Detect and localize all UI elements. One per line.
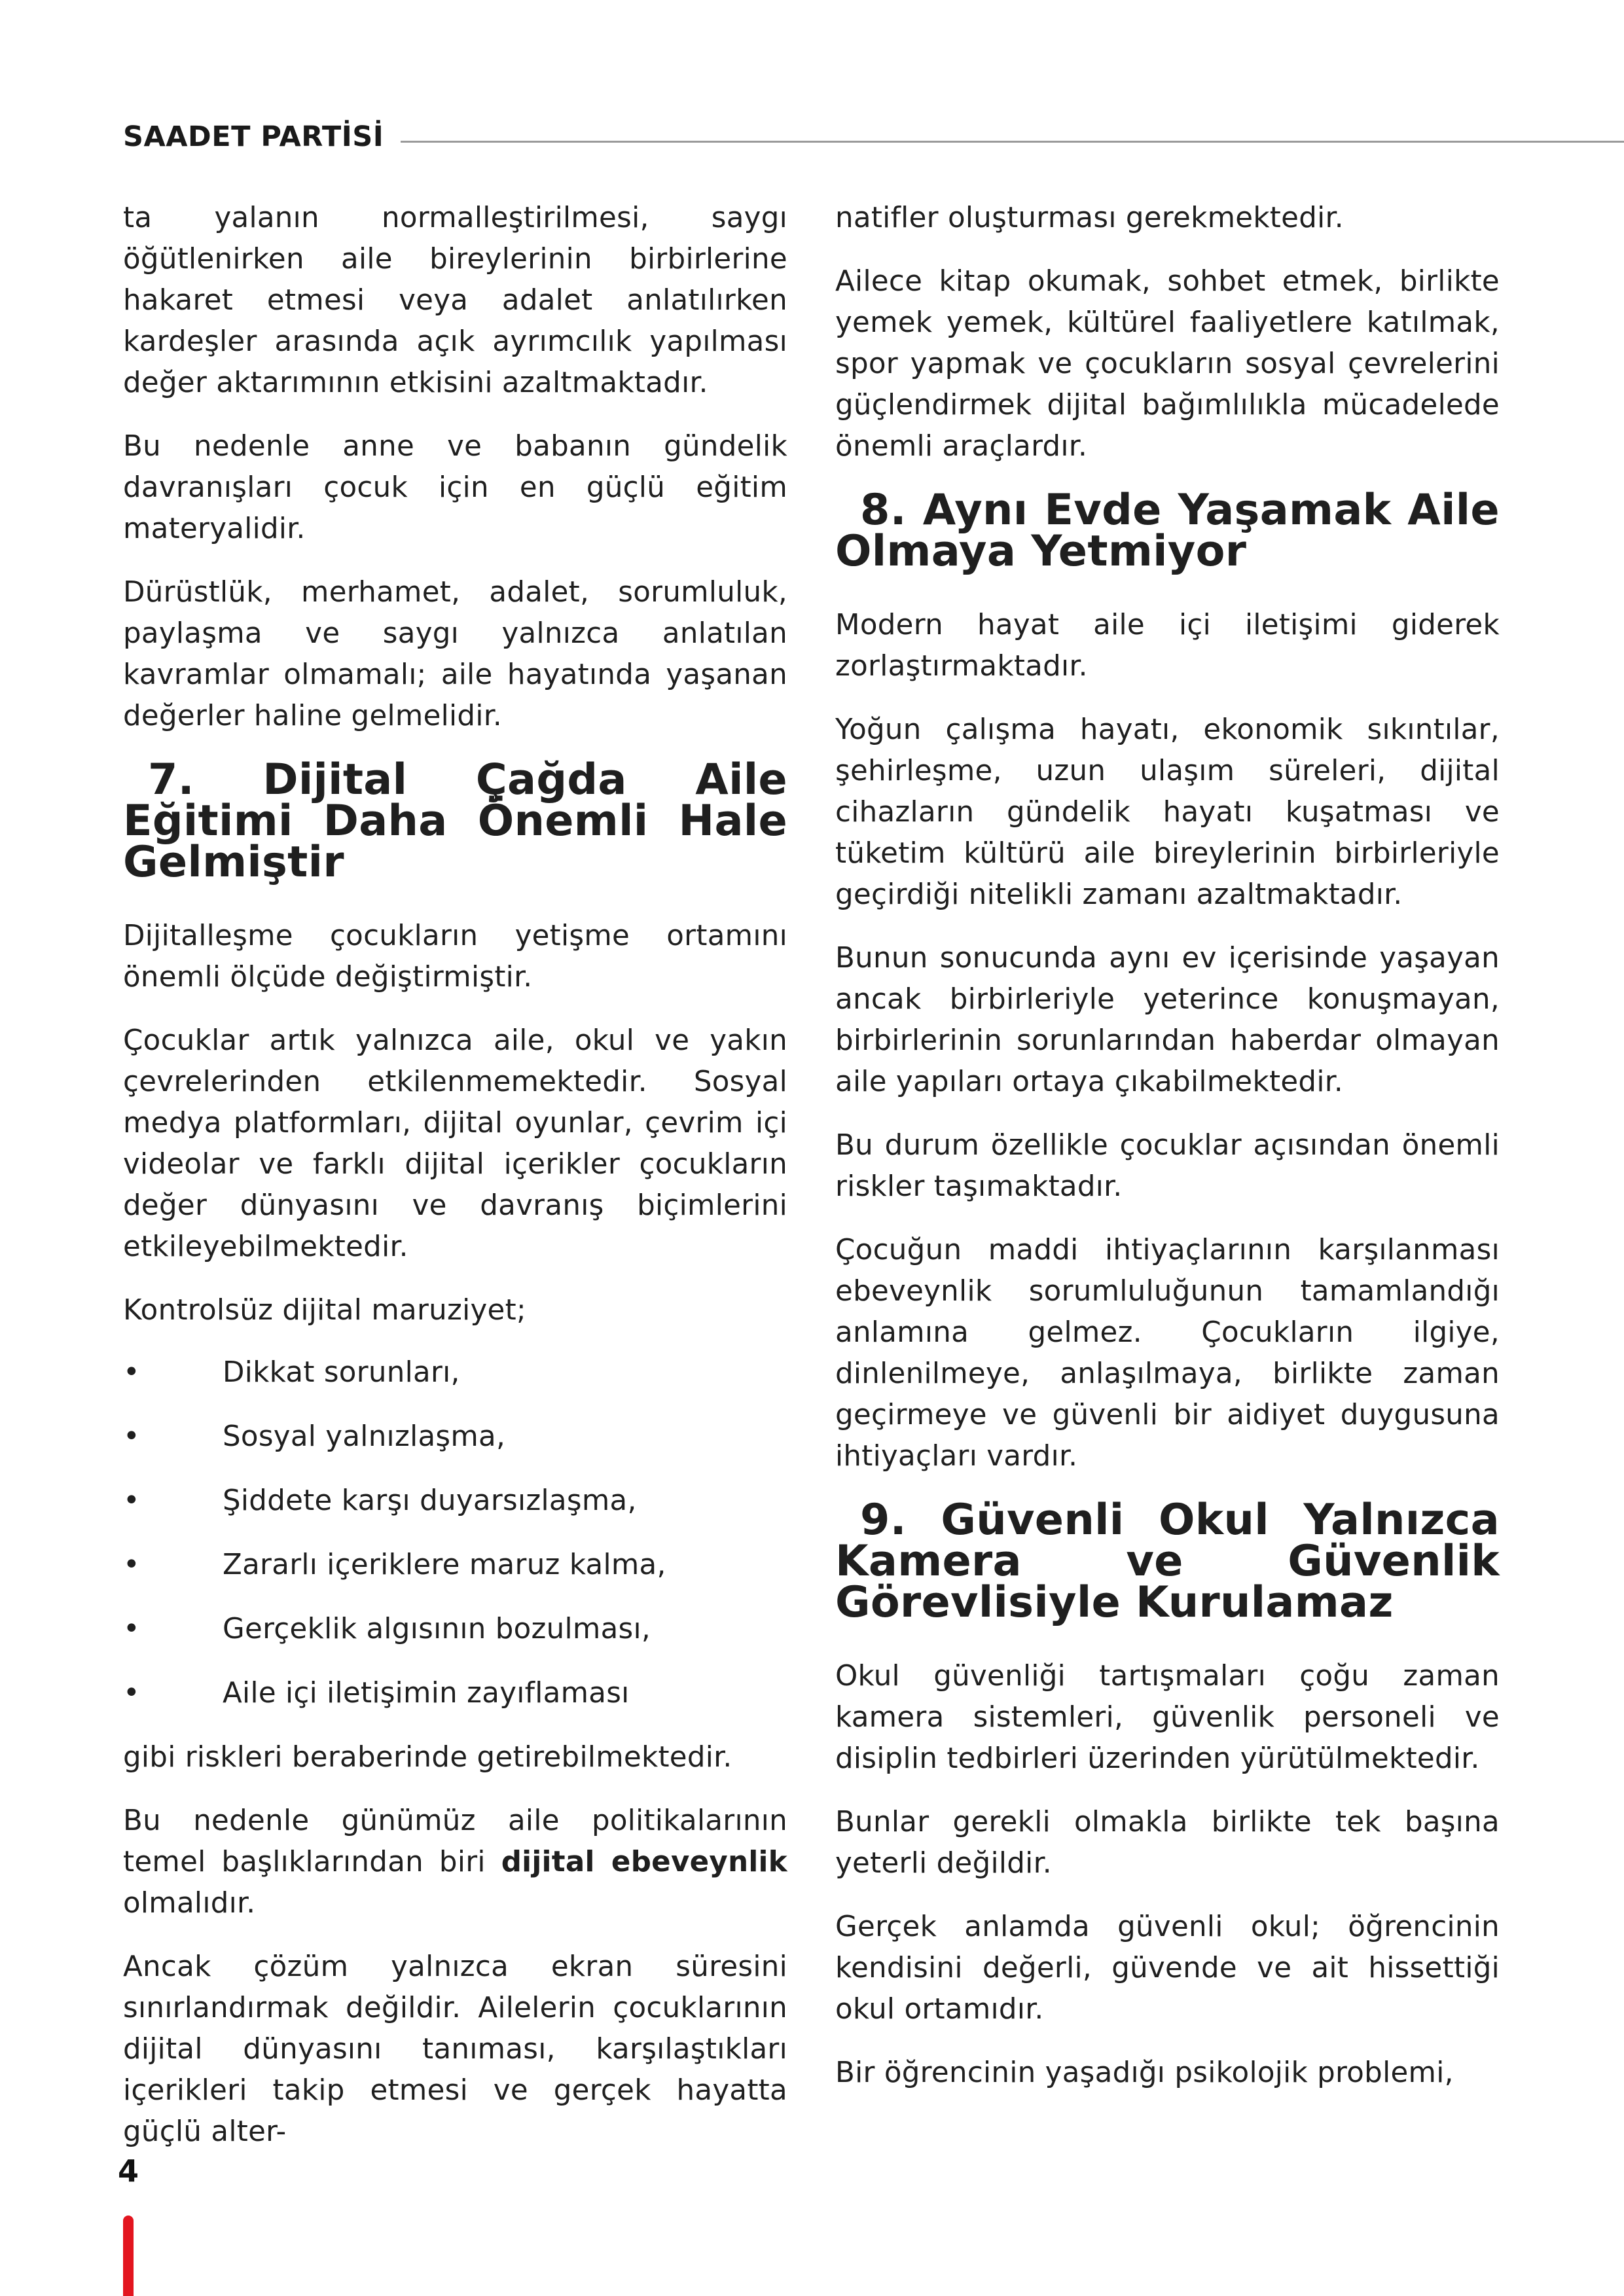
paragraph-text: olmalıdır. bbox=[123, 1887, 256, 1920]
list-item-text: Sosyal yalnızlaşma, bbox=[223, 1420, 506, 1453]
paragraph: Gerçek anlamda güvenli okul; öğrencinin kendisini değerli, güvende ve ait hissettiği okul ortamıdır. bbox=[835, 1910, 1500, 2026]
section-heading-8: 8. Aynı Evde Yaşamak Aile Olmaya Yetmiyor bbox=[835, 485, 1500, 576]
bullet-icon: • bbox=[123, 1613, 140, 1645]
risk-list bbox=[123, 1352, 787, 1714]
paragraph: ta yalanın normalleştirilmesi, saygı öğütlenirken aile bireylerinin birbirlerine hakaret etmesi veya adalet anlatılırken kardeşler arasında açık ayrımcılık yapılması değer aktarımının etkisini azaltmaktadır. bbox=[123, 202, 787, 399]
paragraph: Modern hayat aile içi iletişimi giderek zorlaştırmaktadır. bbox=[835, 609, 1500, 683]
list-item-text: Zararlı içeriklere maruz kalma, bbox=[223, 1549, 666, 1581]
paragraph: Bu nedenle anne ve babanın gündelik davranışları çocuk için en güçlü eğitim materyalidir. bbox=[123, 430, 787, 545]
bullet-icon: • bbox=[123, 1677, 140, 1710]
paragraph: Okul güvenliği tartışmaları çoğu zaman kamera sistemleri, güvenlik personeli ve disiplin tedbirleri üzerinden yürütülmektedir. bbox=[835, 1660, 1500, 1775]
list-item-text: Dikkat sorunları, bbox=[223, 1356, 460, 1389]
paragraph: gibi riskleri beraberinde getirebilmektedir. bbox=[123, 1741, 732, 1774]
list-item-text: Gerçeklik algısının bozulması, bbox=[223, 1613, 651, 1645]
bullet-icon: • bbox=[123, 1484, 140, 1517]
list-item-text: Şiddete karşı duyarsızlaşma, bbox=[223, 1484, 637, 1517]
paragraph: Ancak çözüm yalnızca ekran süresini sınırlandırmak değildir. Ailelerin çocuklarının dijital dünyasını tanıması, karşılaştıkları içerikleri takip etmesi ve gerçek hayatta güçlü alter- bbox=[123, 1950, 787, 2148]
paragraph: Bunun sonucunda aynı ev içerisinde yaşayan ancak birbirleriyle yeterince konuşmayan, birbirlerinin sorunlarından haberdar olmayan aile yapıları ortaya çıkabilmektedir. bbox=[835, 942, 1500, 1098]
list-item bbox=[123, 1609, 787, 1650]
accent-bar bbox=[123, 2215, 134, 2296]
paragraph: Bunlar gerekli olmakla birlikte tek başına yeterli değildir. bbox=[835, 1806, 1500, 1880]
paragraph-text: Bu nedenle günümüz aile politikalarının temel başlıklarından biri bbox=[123, 1804, 787, 1878]
header-divider bbox=[401, 141, 1624, 143]
paragraph: Dürüstlük, merhamet, adalet, sorumluluk, paylaşma ve saygı yalnızca anlatılan kavramlar olmamalı; aile hayatında yaşanan değerler haline gelmelidir. bbox=[123, 576, 787, 732]
paragraph: Ailece kitap okumak, sohbet etmek, birlikte yemek yemek, kültürel faaliyetlere katılmak, spor yapmak ve çocukların sosyal çevrelerini güçlendirmek dijital bağımlılıkla mücadelede önemli araçlardır. bbox=[835, 265, 1500, 463]
emphasis-text: dijital ebeveynlik bbox=[501, 1846, 787, 1878]
list-item bbox=[123, 1545, 787, 1586]
bullet-icon: • bbox=[123, 1356, 140, 1389]
section-heading-7: 7. Dijital Çağda Aile Eğitimi Daha Önemli Hale Gelmiştir bbox=[123, 755, 787, 887]
left-column bbox=[123, 198, 787, 2175]
paragraph: Yoğun çalışma hayatı, ekonomik sıkıntılar, şehirleşme, uzun ulaşım süreleri, dijital cihazların gündelik hayatı kuşatması ve tüketim kültürü aile bireylerinin birbirleriyle geçirdiği nitelikli zamanı azaltmaktadır. bbox=[835, 713, 1500, 911]
paragraph: Çocuklar artık yalnızca aile, okul ve yakın çevrelerinden etkilenmemektedir. Sosyal medya platformları, dijital oyunlar, çevrim içi videolar ve farklı dijital içerikler çocukların değer dünyasını ve davranış biçimlerini etkileyebilmektedir. bbox=[123, 1024, 787, 1263]
header-brand: SAADET PARTİSİ bbox=[123, 120, 384, 153]
paragraph: Bir öğrencinin yaşadığı psikolojik problemi, bbox=[835, 2056, 1454, 2089]
bullet-icon: • bbox=[123, 1420, 140, 1453]
right-column bbox=[835, 198, 1500, 2116]
list-item bbox=[123, 1416, 787, 1458]
list-item bbox=[123, 1673, 787, 1714]
list-item-text: Aile içi iletişimin zayıflaması bbox=[223, 1677, 630, 1710]
paragraph: natifler oluşturması gerekmektedir. bbox=[835, 202, 1344, 234]
bullet-icon: • bbox=[123, 1549, 140, 1581]
list-item bbox=[123, 1480, 787, 1522]
paragraph: Dijitalleşme çocukların yetişme ortamını önemli ölçüde değiştirmiştir. bbox=[123, 920, 787, 994]
list-item bbox=[123, 1352, 787, 1393]
page-number: 4 bbox=[118, 2153, 139, 2189]
paragraph: Kontrolsüz dijital maruziyet; bbox=[123, 1294, 526, 1327]
section-heading-9: 9. Güvenli Okul Yalnızca Kamera ve Güvenlik Görevlisiyle Kurulamaz bbox=[835, 1495, 1500, 1627]
paragraph: Bu durum özellikle çocuklar açısından önemli riskler taşımaktadır. bbox=[835, 1129, 1500, 1203]
paragraph bbox=[123, 1801, 787, 1924]
paragraph: Çocuğun maddi ihtiyaçlarının karşılanması ebeveynlik sorumluluğunun tamamlandığı anlamına gelmez. Çocukların ilgiye, dinlenilmeye, anlaşılmaya, birlikte zaman geçirmeye ve güvenli bir aidiyet duygusuna ihtiyaçları vardır. bbox=[835, 1234, 1500, 1473]
